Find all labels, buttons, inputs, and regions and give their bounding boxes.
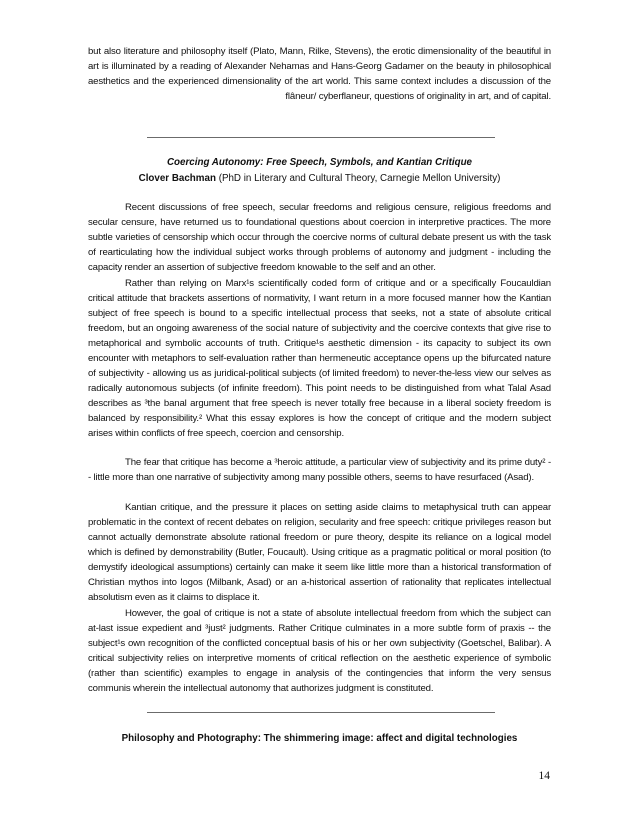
- body-paragraph-2: Rather than relying on Marx¹s scientifically coded form of critique and or a specifically Foucauldian critical attitude that brackets assertions of normativity, I want return in a more focused manner how the Kantian subject of free speech is bound to a specific intellectual process that seeks, not a state of absolute critical freedom, but an ongoing awareness of the social nature of subjectivity and the coercive contexts that give rise to metaphorical and symbolic accounts of truth. Critique¹s aesthetic dimension - its capacity to subject its own encounter with metaphors to self-evaluation rather than hermeneutic acceptance opens up the bifurcated nature of subjectivity - allowing us as juridical-political subjects (of limited freedom) to never-the-less view our selves as radically autonomous subjects (of infinite freedom). This point needs to be distinguished from what Talal Asad describes as ³the banal argument that free speech is never totally free because in a liberal society freedom is balanced by responsibility.² What this essay explores is how the concept of critique and the modern subject arises within conflicts of free speech, coercion and censorship.: [88, 278, 551, 439]
- body-paragraph-3: The fear that critique has become a ³heroic attitude, a particular view of subjectivity and its prime duty² -- little more than one narrative of subjectivity among many possible others, seems to have resurfaced (Asad).: [88, 457, 551, 483]
- body-paragraph-1: Recent discussions of free speech, secular freedoms and religious censure, religious freedoms and secular censure, have returned us to foundational questions about coercion in interpretive practices. The more subtle varieties of censorship which occur through the coercive norms of cultural debate present us with the task of rearticulating how the individual subject works through problems of autonomy and judgment - including the capacity render an assertion of subjective freedom knowable to the self and an other.: [88, 202, 551, 273]
- intro-paragraph: but also literature and philosophy itself (Plato, Mann, Rilke, Stevens), the erotic dimensionality of the beautiful in art is illuminated by a reading of Alexander Nehamas and Hans-Georg Gadamer on the beauty in philosophical aesthetics and the experienced dimensionality of the art world. This same context includes a discussion of the flâneur/ cyberflaneur, questions of originality in art, and of capital.: [88, 46, 551, 102]
- next-article-title: Philosophy and Photography: The shimmering image: affect and digital technologies: [121, 733, 518, 744]
- page-number: 14: [538, 770, 550, 782]
- article-title: Coercing Autonomy: Free Speech, Symbols, and Kantian Critique: [166, 157, 473, 168]
- author-affiliation: (PhD in Literary and Cultural Theory, Carnegie Mellon University): [218, 173, 501, 184]
- section-divider-top: [147, 137, 495, 138]
- section-divider-bottom: [147, 712, 495, 713]
- author-name: Clover Bachman: [138, 173, 216, 184]
- body-paragraph-5: However, the goal of critique is not a state of absolute intellectual freedom from which the subject can at-last issue expedient and ³just² judgments. Rather Critique culminates in a more subtle form of praxis -- the subject¹s own recognition of the conflicted conceptual basis of his or her own subjectivity (Goetschel, Balibar). A critical subjectivity relies on interpretive moments of critical reflection on the aesthetic experience of symbolic (rather than scientific) examples to engage in analysis of the contingencies that inform the very sensus communis wherein the intellectual autonomy that authorizes judgment is constituted.: [88, 608, 551, 694]
- body-paragraph-4: Kantian critique, and the pressure it places on setting aside claims to metaphysical truth can appear problematic in the context of recent debates on religion, secularity and free speech: critique privileges reason but cannot actually demonstrate absolute rational freedom or pure theory, despite its reliance on a logical model which is defined by demonstrability (Butler, Foucault). Using critique as a pragmatic political or moral position (to demystify ideological assumptions) certainly can make it seem like little more than a historical transformation of Christian mythos into logos (Milbank, Asad) or an a-historical assertion of rationality that replicates intellectual absolutism even as it claims to displace it.: [88, 502, 551, 603]
- article-author: [88, 171, 551, 186]
